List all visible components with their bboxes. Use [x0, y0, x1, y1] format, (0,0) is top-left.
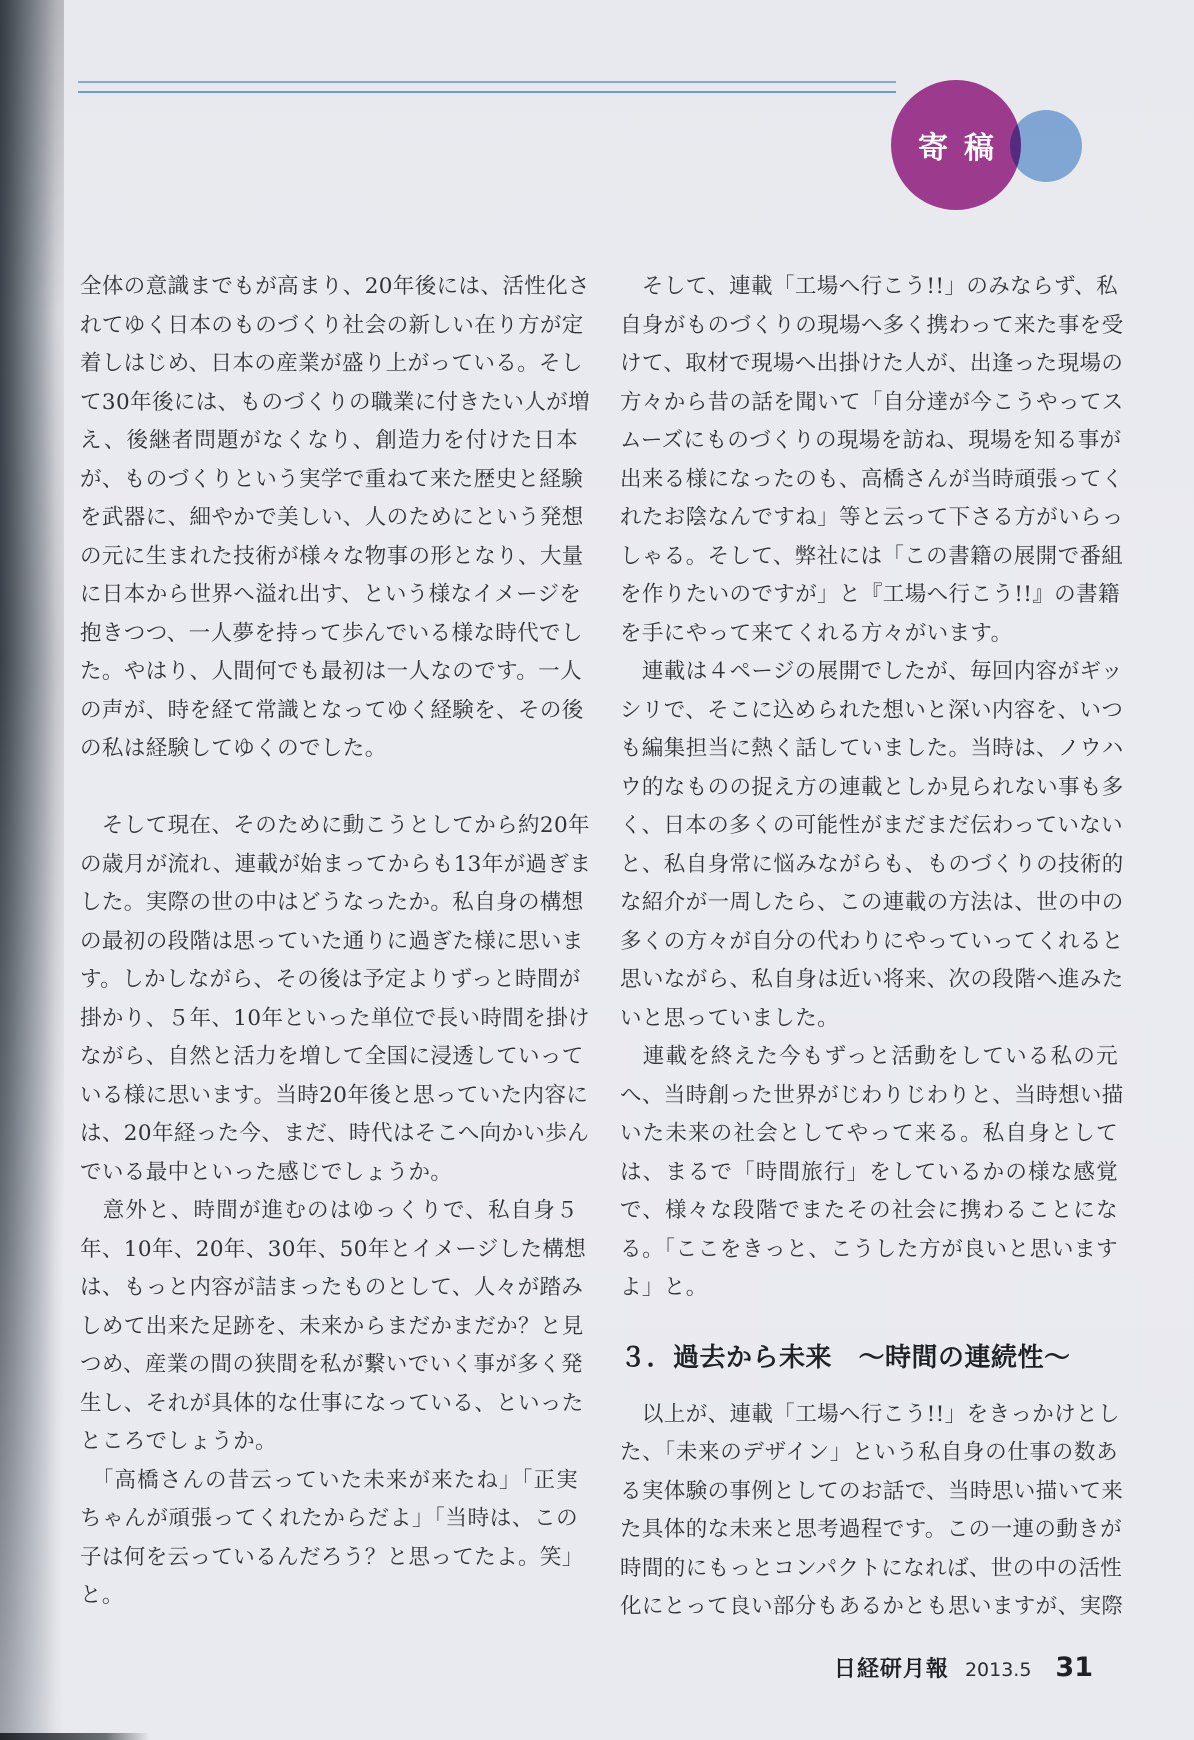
text-line: ちゃんが頑張ってくれたからだよ」「当時は、この — [80, 1506, 578, 1531]
text-line: が、ものづくりという実学で重ねて来た歴史と経験 — [80, 466, 584, 492]
text-line: しゃる。そして、弊社には「この書籍の展開で番組 — [620, 543, 1124, 569]
text-line: 多くの方々が自分の代わりにやっていってくれると — [620, 928, 1124, 954]
journal-name: 日経研月報 — [833, 1657, 949, 1682]
text-line: しめて出来た足跡を、未来からまだかまだか？と見 — [80, 1313, 584, 1339]
text-line: 生し、それが具体的な仕事になっている、といった — [80, 1390, 584, 1416]
text-line: の元に生まれた技術が様々な物事の形となり、大量 — [80, 543, 584, 569]
text-line: そして現在、そのために動こうとしてから約20年 — [80, 813, 590, 838]
text-line: す。しかしながら、その後は予定よりずっと時間が — [80, 967, 581, 992]
bottom-edge-shadow — [0, 1733, 150, 1740]
text-line: ウ的なものの捉え方の連載としか見られない事も多 — [620, 774, 1124, 800]
footer — [620, 1652, 1093, 1683]
blank-line — [80, 769, 578, 808]
text-line: る実体験の事例としてのお話で、当時思い描いて来 — [620, 1478, 1124, 1504]
text-line: の私は経験してゆくのでした。 — [80, 736, 387, 761]
text-line: ながら、自然と活力を増して全国に浸透していって — [80, 1044, 584, 1069]
text-line: は、20年経った今、まだ、時代はそこへ向かい歩ん — [80, 1121, 590, 1146]
text-line: ところでしょうか。 — [80, 1429, 277, 1454]
text-line: 掛かり、５年、10年といった単位で長い時間を掛け — [80, 1005, 590, 1031]
text-line: 連載は４ページの展開でしたが、毎回内容がギッ — [620, 659, 1123, 684]
text-line: へ、当時創った世界がじわりじわりと、当時想い描 — [620, 1082, 1124, 1108]
text-line: 全体の意識までもが高まり、20年後には、活性化さ — [80, 274, 590, 299]
text-line: 思いながら、私自身は近い将来、次の段階へ進みた — [620, 967, 1124, 992]
column-left — [80, 268, 592, 1616]
issue-date: 2013.5 — [964, 1659, 1032, 1681]
text-line: 化にとって良い部分もあるかとも思いますが、実際 — [620, 1594, 1124, 1619]
text-line: よ」と。 — [620, 1275, 708, 1300]
text-line: を作りたいのですが」と『工場へ行こう!!』の書籍 — [620, 582, 1120, 607]
text-line: て30年後には、ものづくりの職業に付きたい人が増 — [80, 389, 590, 415]
text-line: ムーズにものづくりの現場を訪ね、現場を知る事が — [620, 428, 1122, 453]
text-line: 抱きつつ、一人夢を持って歩んでいる様な時代でし — [80, 620, 583, 646]
text-line: 着しはじめ、日本の産業が盛り上がっている。そし — [80, 351, 583, 376]
text-line: 時間的にもっとコンパクトになれば、世の中の活性 — [620, 1555, 1123, 1581]
text-line: た具体的な未来と思考過程です。この一連の動きが — [620, 1517, 1122, 1542]
text-line: 以上が、連載「工場へ行こう!!」をきっかけとし — [620, 1401, 1120, 1427]
header-double-rule — [78, 81, 896, 93]
text-line: の声が、時を経て常識となってゆく経験を、その後 — [80, 697, 584, 723]
badge-circle-blue — [1010, 110, 1082, 182]
text-line: 子は何を云っているんだろう？と思ってたよ。笑」 — [80, 1544, 584, 1570]
text-line: る。「ここをきっと、こうした方が良いと思います — [620, 1236, 1118, 1262]
text-line: の歳月が流れ、連載が始まってからも13年が過ぎま — [80, 851, 592, 877]
text-line: 連載を終えた今もずっと活動をしている私の元 — [620, 1044, 1118, 1069]
text-line: つめ、産業の間の狭間を私が繋いでいく事が多く発 — [80, 1352, 583, 1377]
page-number: 31 — [1055, 1652, 1093, 1683]
text-line: 出来る様になったのも、高橋さんが当時頑張ってく — [620, 466, 1124, 492]
text-line: で、様々な段階でまたその社会に携わることにな — [620, 1198, 1118, 1223]
text-line: な紹介が一周したら、この連載の方法は、世の中の — [620, 890, 1124, 915]
text-line: けて、取材で現場へ出掛けた人が、出逢った現場の — [620, 351, 1124, 376]
text-line: そして、連載「工場へ行こう!!」のみならず、私 — [620, 274, 1118, 299]
text-line: でいる最中といった感じでしょうか。 — [80, 1159, 453, 1185]
text-line: を武器に、細やかで美しい、人のためにという発想 — [80, 505, 584, 530]
contribution-badge — [891, 80, 1087, 212]
text-line: と、私自身常に悩みながらも、ものづくりの技術的 — [620, 851, 1124, 877]
badge-label: 寄稿 — [918, 131, 1010, 166]
text-line: いた未来の社会としてやって来る。私自身として — [620, 1121, 1118, 1146]
text-line: 方々から昔の話を聞いて「自分達が今こうやってス — [620, 389, 1124, 415]
text-line: した。実際の世の中はどうなったか。私自身の構想 — [80, 890, 584, 915]
text-line: 意外と、時間が進むのはゆっくりで、私自身５ — [80, 1198, 578, 1223]
section-heading: ３．過去から未来 ～時間の連続性～ — [620, 1342, 1071, 1373]
text-line: れたお陰なんですね」等と云って下さる方がいらっ — [620, 505, 1124, 530]
badge-circle-purple — [891, 80, 1021, 210]
text-line: 「高橋さんの昔云っていた未来が来たね」「正実 — [80, 1467, 578, 1493]
text-line: え、後継者問題がなくなり、創造力を付けた日本 — [80, 428, 578, 453]
column-right — [620, 268, 1124, 1627]
text-line: の最初の段階は思っていた通りに過ぎた様に思いま — [80, 928, 584, 954]
text-line: た。やはり、人間何でも最初は一人なのです。一人 — [80, 659, 582, 684]
text-line: く、日本の多くの可能性がまだまだ伝わっていない — [620, 813, 1124, 838]
text-line: た、「未来のデザイン」という私自身の仕事の数あ — [620, 1440, 1118, 1465]
text-line: は、もっと内容が詰まったものとして、人々が踏み — [80, 1275, 584, 1300]
text-line: を手にやって来てくれる方々がいます。 — [620, 620, 1013, 646]
text-line: いる様に思います。当時20年後と思っていた内容に — [80, 1082, 589, 1108]
text-line: に日本から世界へ溢れ出す、という様なイメージを — [80, 582, 582, 607]
spine-shadow-fade — [0, 0, 64, 1740]
text-line: いと思っていました。 — [620, 1005, 840, 1031]
text-line: 自身がものづくりの現場へ多く携わって来た事を受 — [620, 312, 1124, 338]
text-line: は、まるで「時間旅行」をしているかの様な感覚 — [620, 1159, 1118, 1185]
text-line: シリで、そこに込められた想いと深い内容を、いつ — [620, 697, 1124, 723]
text-line: れてゆく日本のものづくり社会の新しい在り方が定 — [80, 312, 584, 338]
text-line: も編集担当に熱く話していました。当時は、ノウハ — [620, 736, 1124, 761]
text-line: と。 — [80, 1583, 124, 1608]
text-line: 年、10年、20年、30年、50年とイメージした構想 — [80, 1236, 587, 1262]
